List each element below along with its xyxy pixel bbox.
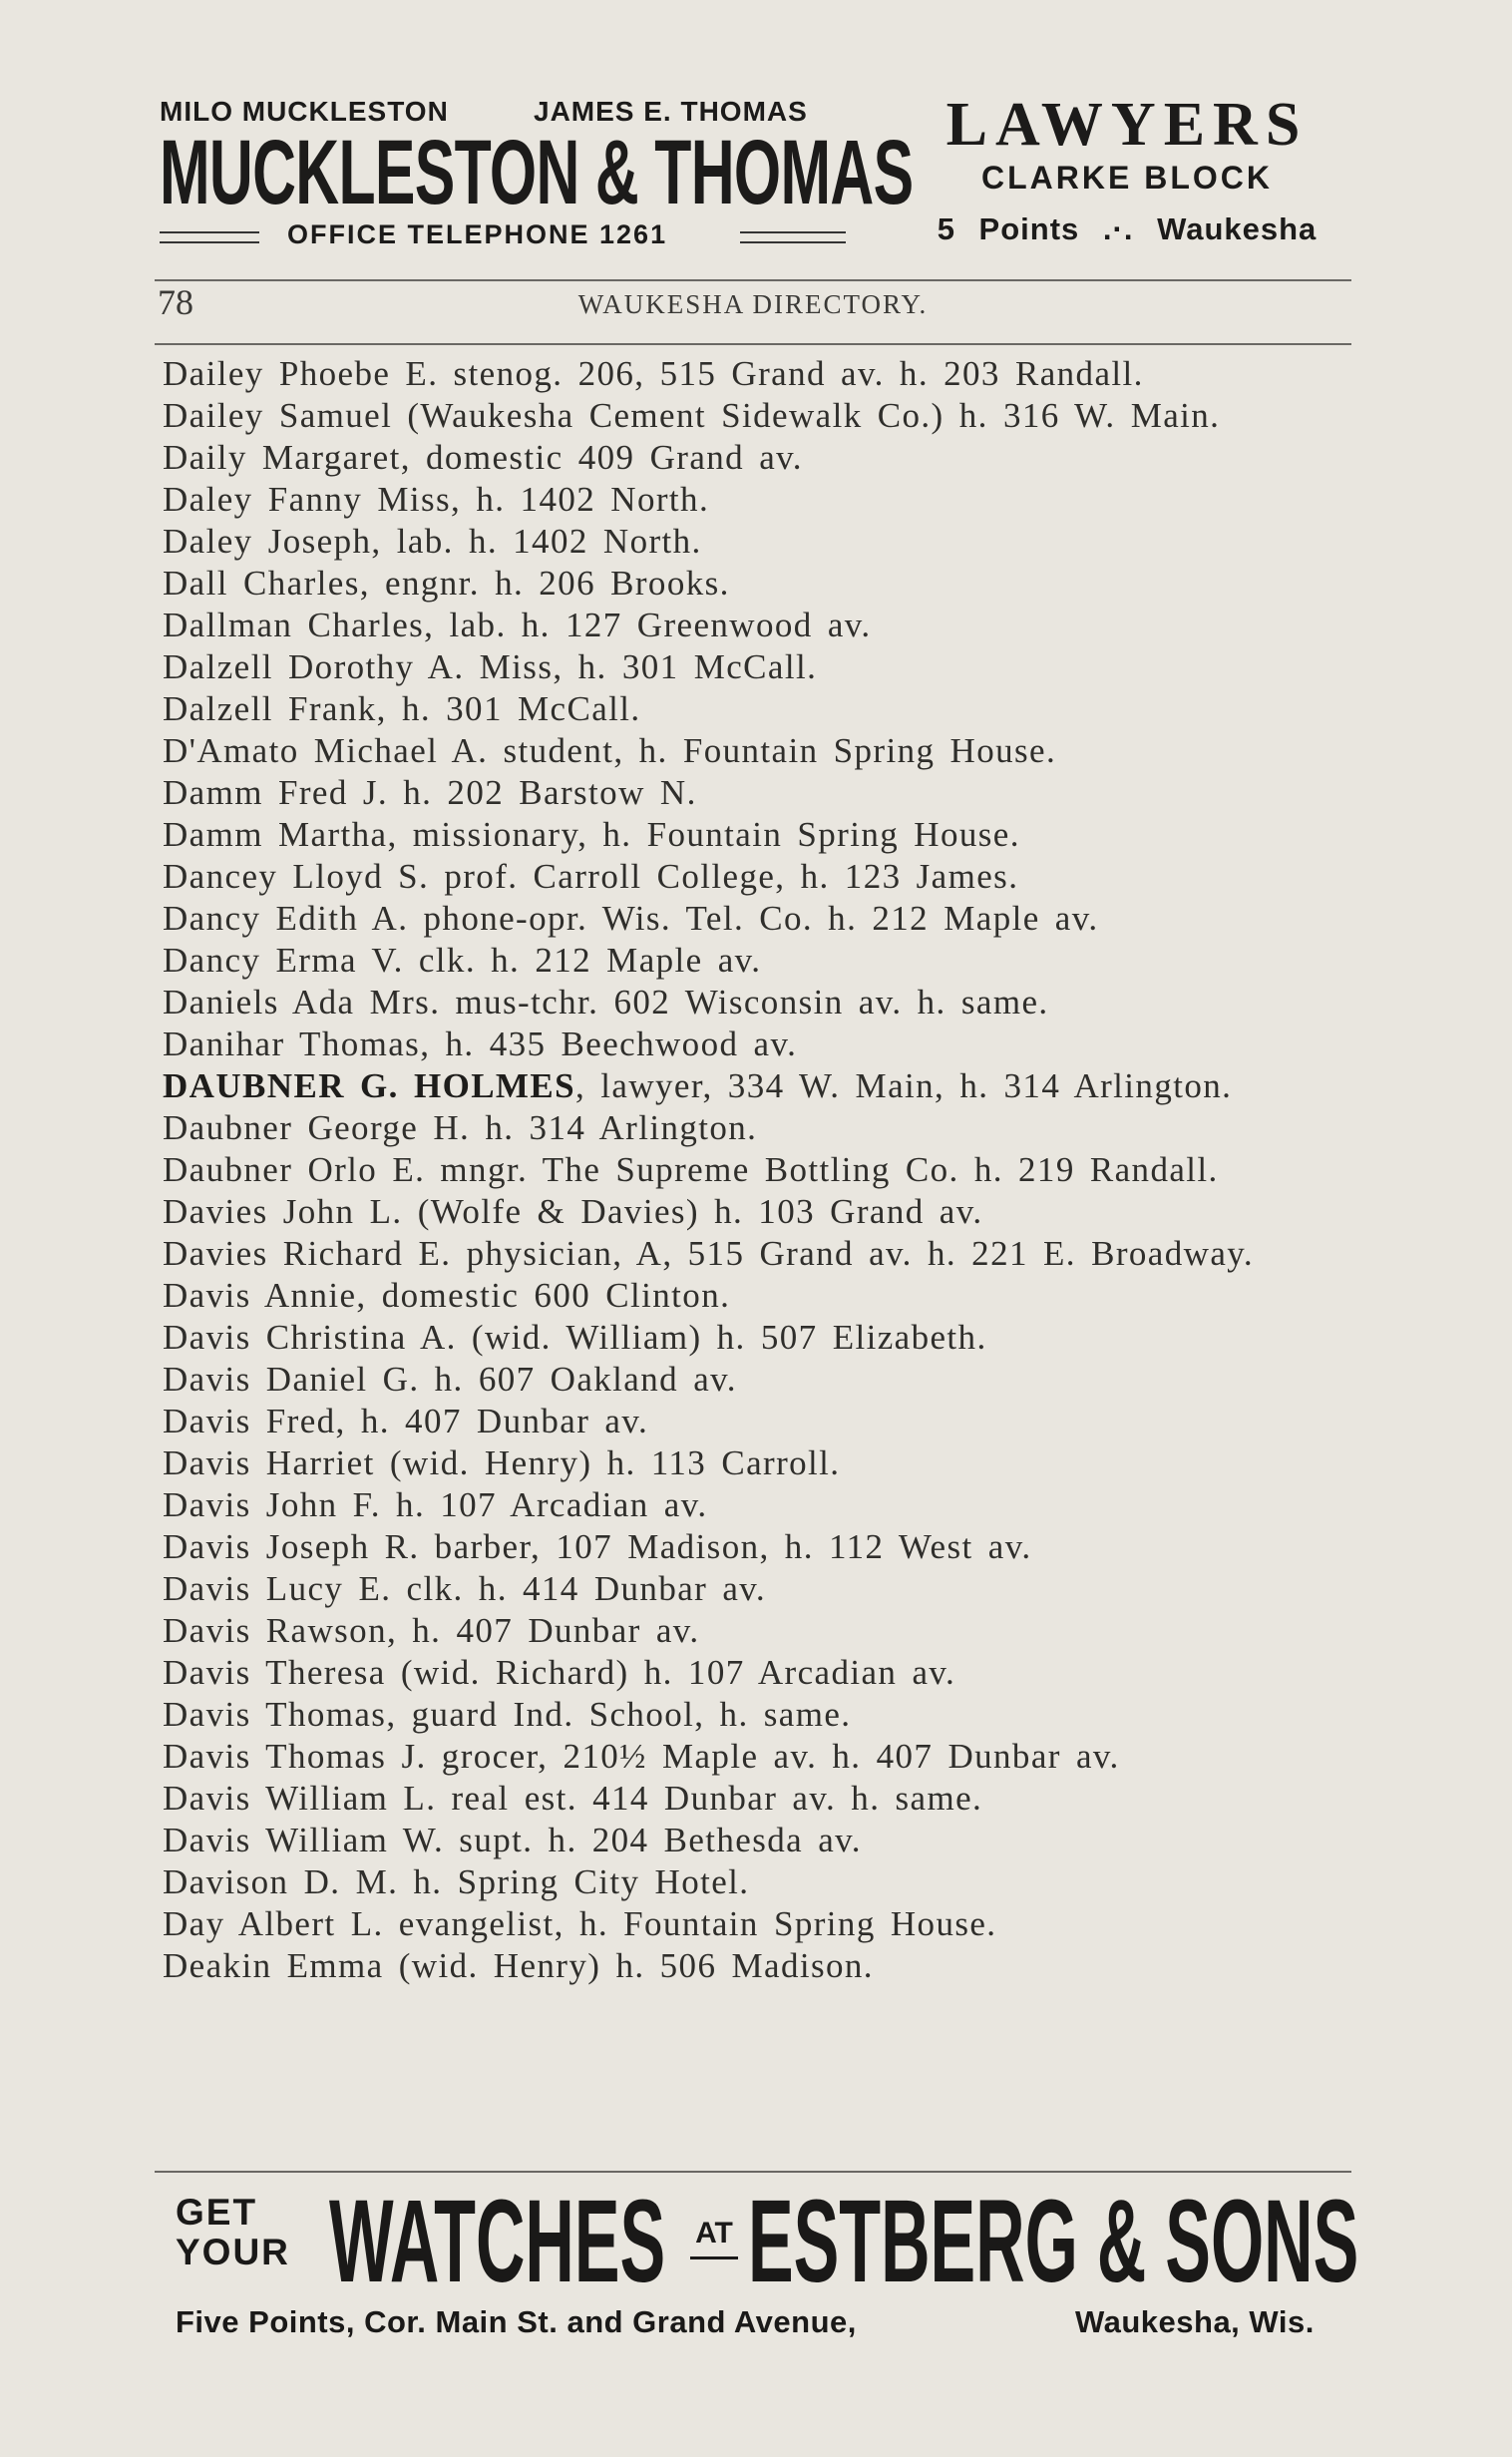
directory-entry <box>163 563 1359 605</box>
building-name: CLARKE BLOCK <box>981 160 1273 196</box>
entry-bold-name: DAUBNER G. HOLMES <box>163 1066 575 1105</box>
directory-entry <box>163 1526 1359 1568</box>
entry-text: Dailey Samuel (Waukesha Cement Sidewalk Co.) h. 316 W. Main. <box>163 396 1221 435</box>
page-number: 78 <box>158 282 193 322</box>
entry-text: Damm Fred J. h. 202 Barstow N. <box>163 773 697 812</box>
entry-text: Dall Charles, engnr. h. 206 Brooks. <box>163 564 730 603</box>
directory-entry <box>163 1820 1359 1861</box>
entry-text: D'Amato Michael A. student, h. Fountain Spring House. <box>163 731 1057 770</box>
directory-entry <box>163 730 1359 772</box>
directory-entry <box>163 605 1359 646</box>
directory-entry <box>163 1610 1359 1652</box>
directory-entry <box>163 1694 1359 1736</box>
at-underline <box>690 2256 738 2259</box>
directory-entry <box>163 1359 1359 1401</box>
store-city: Waukesha, Wis. <box>1075 2304 1315 2339</box>
watches-advertisement <box>172 2176 1368 2346</box>
directory-entry <box>163 353 1359 395</box>
directory-entry <box>163 1903 1359 1945</box>
entry-text: Davis Christina A. (wid. William) h. 507 Elizabeth. <box>163 1318 987 1357</box>
directory-entry <box>163 1107 1359 1149</box>
at-word: AT <box>695 2217 733 2250</box>
entry-text: , lawyer, 334 W. Main, h. 314 Arlington. <box>574 1066 1233 1105</box>
directory-entry <box>163 1233 1359 1275</box>
directory-entry <box>163 1778 1359 1820</box>
directory-entry <box>163 940 1359 982</box>
entry-text: Davis William W. supt. h. 204 Bethesda av. <box>163 1821 862 1859</box>
entry-text: Davis Rawson, h. 407 Dunbar av. <box>163 1611 700 1650</box>
location-panel <box>893 92 1361 261</box>
location-right: Waukesha <box>1157 211 1318 246</box>
watches-word: WATCHES <box>329 2176 666 2307</box>
your-word: YOUR <box>176 2232 290 2272</box>
running-head-rule <box>155 343 1351 345</box>
directory-entry <box>163 1317 1359 1359</box>
running-title: WAUKESHA DIRECTORY. <box>577 289 929 319</box>
entry-text: Davis Daniel G. h. 607 Oakland av. <box>163 1360 737 1399</box>
directory-entry <box>163 1149 1359 1191</box>
footer-rule <box>155 2171 1351 2173</box>
get-your-text <box>176 2193 335 2272</box>
entry-text: Davis John F. h. 107 Arcadian av. <box>163 1485 708 1524</box>
directory-entry <box>163 1945 1359 1987</box>
entry-text: Daley Joseph, lab. h. 1402 North. <box>163 522 702 561</box>
entry-text: Damm Martha, missionary, h. Fountain Spring House. <box>163 815 1020 854</box>
entry-text: Dalzell Frank, h. 301 McCall. <box>163 689 641 728</box>
location-left: 5 Points <box>937 211 1080 246</box>
firm-panel <box>160 92 914 261</box>
directory-entry <box>163 1652 1359 1694</box>
directory-entry <box>163 521 1359 563</box>
entry-text: Dancy Erma V. clk. h. 212 Maple av. <box>163 941 762 980</box>
entry-text: Daniels Ada Mrs. mus-tchr. 602 Wisconsin av. h. same. <box>163 983 1049 1022</box>
directory-entry <box>163 1401 1359 1442</box>
store-address-line <box>176 2304 1372 2340</box>
directory-entry <box>163 814 1359 856</box>
double-rule-left <box>160 231 259 243</box>
entry-text: Davis Theresa (wid. Richard) h. 107 Arcadian av. <box>163 1653 956 1692</box>
entry-text: Deakin Emma (wid. Henry) h. 506 Madison. <box>163 1946 874 1985</box>
directory-listing <box>163 353 1359 1987</box>
partner-name-2: JAMES E. THOMAS <box>534 96 808 127</box>
entry-text: Davis Thomas J. grocer, 210½ Maple av. h. 407 Dunbar av. <box>163 1737 1120 1776</box>
directory-entry <box>163 856 1359 898</box>
entry-text: Dailey Phoebe E. stenog. 206, 515 Grand av. h. 203 Randall. <box>163 354 1144 393</box>
entry-text: Dallman Charles, lab. h. 127 Greenwood av. <box>163 606 872 644</box>
directory-entry <box>163 646 1359 688</box>
entry-text: Dancey Lloyd S. prof. Carroll College, h. 123 James. <box>163 857 1019 896</box>
location-line <box>893 211 1361 247</box>
entry-text: Daley Fanny Miss, h. 1402 North. <box>163 480 710 519</box>
directory-entry <box>163 1275 1359 1317</box>
directory-entry <box>163 437 1359 479</box>
store-address: Five Points, Cor. Main St. and Grand Avenue, <box>176 2304 857 2339</box>
directory-entry <box>163 688 1359 730</box>
directory-entry <box>163 1191 1359 1233</box>
store-name: ESTBERG & SONS <box>748 2176 1359 2307</box>
location-separator: .·. <box>1102 211 1134 246</box>
entry-text: Davis Joseph R. barber, 107 Madison, h. 112 West av. <box>163 1527 1032 1566</box>
at-word-box <box>688 2219 740 2249</box>
directory-entry <box>163 1568 1359 1610</box>
telephone-row <box>160 219 848 253</box>
directory-entry <box>163 1736 1359 1778</box>
entry-text: Davis Annie, domestic 600 Clinton. <box>163 1276 731 1315</box>
directory-entry <box>163 1065 1359 1107</box>
header-rule <box>155 279 1351 281</box>
entry-text: Davis William L. real est. 414 Dunbar av. h. same. <box>163 1779 983 1818</box>
directory-entry <box>163 898 1359 940</box>
entry-text: Dancy Edith A. phone-opr. Wis. Tel. Co. h. 212 Maple av. <box>163 899 1099 938</box>
entry-text: Dalzell Dorothy A. Miss, h. 301 McCall. <box>163 647 818 686</box>
directory-entry <box>163 1484 1359 1526</box>
partner-name-1: MILO MUCKLESTON <box>160 96 449 127</box>
firm-name: MUCKLESTON & THOMAS <box>160 122 914 223</box>
lawyers-advertisement <box>160 92 1356 261</box>
entry-text: Davis Fred, h. 407 Dunbar av. <box>163 1402 649 1440</box>
directory-entry <box>163 395 1359 437</box>
entry-text: Davies John L. (Wolfe & Davies) h. 103 Grand av. <box>163 1192 983 1231</box>
entry-text: Davies Richard E. physician, A, 515 Grand av. h. 221 E. Broadway. <box>163 1234 1255 1273</box>
double-rule-right <box>740 231 846 243</box>
entry-text: Day Albert L. evangelist, h. Fountain Spring House. <box>163 1904 997 1943</box>
entry-text: Daubner George H. h. 314 Arlington. <box>163 1108 758 1147</box>
directory-entry <box>163 479 1359 521</box>
directory-entry <box>163 772 1359 814</box>
entry-text: Davison D. M. h. Spring City Hotel. <box>163 1862 750 1901</box>
directory-entry <box>163 982 1359 1024</box>
entry-text: Davis Harriet (wid. Henry) h. 113 Carroll. <box>163 1443 841 1482</box>
entry-text: Danihar Thomas, h. 435 Beechwood av. <box>163 1024 798 1063</box>
office-telephone: OFFICE TELEPHONE 1261 <box>287 219 668 249</box>
profession-heading: LAWYERS <box>945 91 1309 159</box>
get-word: GET <box>176 2192 258 2233</box>
entry-text: Davis Lucy E. clk. h. 414 Dunbar av. <box>163 1569 767 1608</box>
entry-text: Daily Margaret, domestic 409 Grand av. <box>163 438 803 477</box>
directory-entry <box>163 1861 1359 1903</box>
entry-text: Davis Thomas, guard Ind. School, h. same. <box>163 1695 852 1734</box>
directory-entry <box>163 1442 1359 1484</box>
entry-text: Daubner Orlo E. mngr. The Supreme Bottling Co. h. 219 Randall. <box>163 1150 1219 1189</box>
directory-entry <box>163 1024 1359 1065</box>
